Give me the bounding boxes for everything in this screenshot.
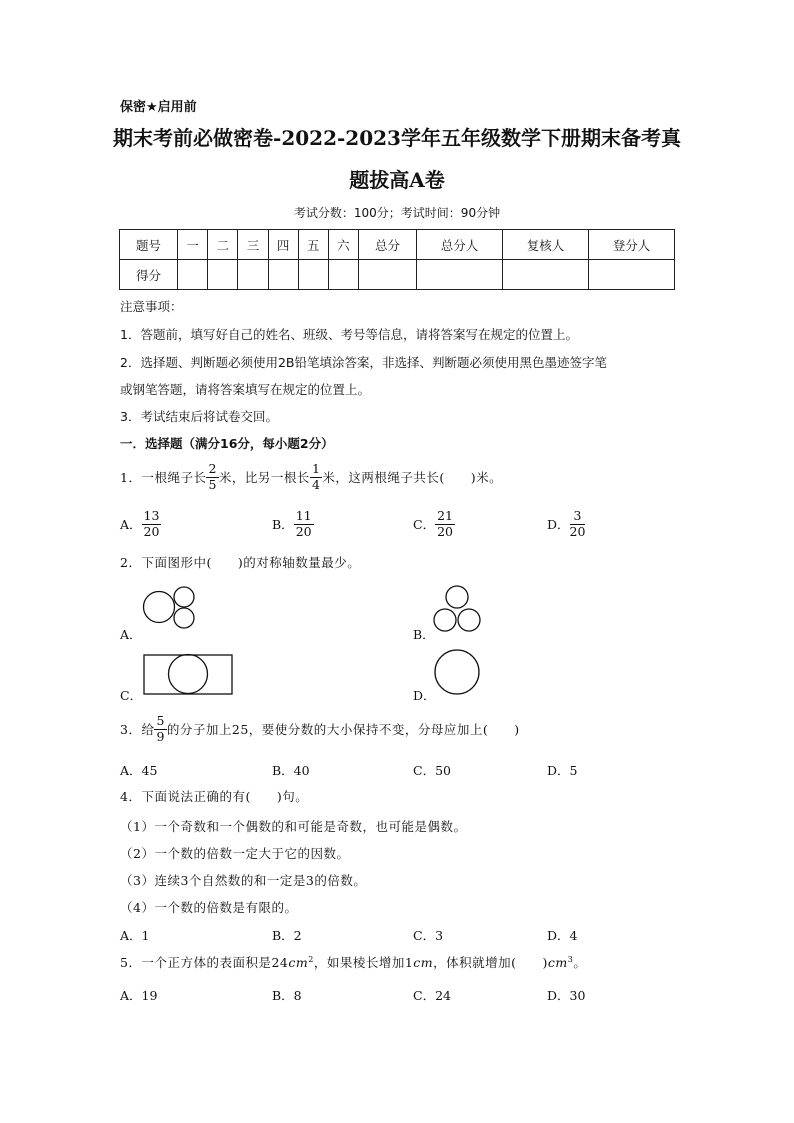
q3-text: 3．给 bbox=[120, 722, 155, 737]
header-cell: 五 bbox=[298, 230, 328, 260]
score-label-cell: 得分 bbox=[120, 260, 178, 290]
q3-option-a[interactable]: A．45 bbox=[120, 763, 158, 778]
option-fraction bbox=[435, 510, 455, 538]
score-cell[interactable] bbox=[328, 260, 358, 290]
numerator: 3 bbox=[570, 510, 586, 525]
score-table-score-row bbox=[120, 260, 675, 290]
q4-statement-1: （1）一个奇数和一个偶数的和可能是奇数，也可能是偶数。 bbox=[120, 819, 467, 834]
q3-option-d[interactable]: D．5 bbox=[547, 763, 578, 778]
small-circle-bottom bbox=[174, 608, 194, 628]
option-label: A． bbox=[120, 517, 142, 532]
q4-option-c[interactable]: C．3 bbox=[413, 928, 444, 943]
q5-text: 5．一个正方体的表面积是24 bbox=[120, 955, 289, 970]
q1-fraction-1 bbox=[206, 463, 218, 491]
small-circle-top bbox=[174, 587, 194, 607]
numerator: 5 bbox=[156, 713, 165, 728]
q2-option-a-label[interactable]: A． bbox=[120, 627, 142, 642]
q5-unit: cm bbox=[288, 955, 309, 970]
header-cell: 三 bbox=[238, 230, 268, 260]
notice-item-3: 3．考试结束后将试卷交回。 bbox=[120, 409, 278, 424]
q1-fraction-2 bbox=[310, 463, 322, 491]
q5-option-c[interactable]: C．24 bbox=[413, 988, 451, 1003]
section-heading: 一．选择题（满分16分，每小题2分） bbox=[120, 436, 334, 451]
denominator: 5 bbox=[208, 476, 217, 492]
question-5 bbox=[120, 953, 586, 971]
q5-text: 。 bbox=[573, 955, 587, 970]
circle-bottom-right bbox=[458, 609, 480, 631]
inner-circle bbox=[169, 655, 208, 694]
question-1 bbox=[120, 463, 502, 491]
header-cell: 四 bbox=[268, 230, 298, 260]
large-circle bbox=[144, 592, 175, 623]
q1-option-a[interactable] bbox=[120, 510, 161, 538]
q5-option-d[interactable]: D．30 bbox=[547, 988, 586, 1003]
q1-text: 米，比另一根长 bbox=[218, 470, 310, 485]
notice-heading: 注意事项： bbox=[120, 299, 183, 314]
q5-option-b[interactable]: B．8 bbox=[272, 988, 302, 1003]
notice-item-1: 1．答题前，填写好自己的姓名、班级、考号等信息，请将答案写在规定的位置上。 bbox=[120, 327, 578, 342]
q5-text: ，体积就增加( ) bbox=[433, 955, 548, 970]
q2-option-b-label[interactable]: B． bbox=[413, 627, 435, 642]
q4-option-b[interactable]: B．2 bbox=[272, 928, 302, 943]
score-cell[interactable] bbox=[238, 260, 268, 290]
numerator: 21 bbox=[437, 508, 453, 523]
rectangle bbox=[144, 655, 232, 694]
option-label: D． bbox=[547, 517, 570, 532]
q1-option-d[interactable] bbox=[547, 510, 585, 538]
header-cell: 复核人 bbox=[503, 230, 589, 260]
question-3 bbox=[120, 714, 520, 744]
option-fraction bbox=[570, 510, 586, 538]
q4-option-d[interactable]: D．4 bbox=[547, 928, 578, 943]
numerator: 2 bbox=[208, 461, 217, 476]
q1-option-b[interactable] bbox=[272, 510, 314, 538]
header-cell: 题号 bbox=[120, 230, 178, 260]
q3-option-b[interactable]: B．40 bbox=[272, 763, 310, 778]
score-cell[interactable] bbox=[417, 260, 503, 290]
exam-title-line1: 期末考前必做密卷-2022-2023学年五年级数学下册期末备考真 bbox=[113, 126, 681, 150]
denominator: 4 bbox=[311, 476, 321, 492]
option-fraction bbox=[294, 510, 314, 538]
score-cell[interactable] bbox=[298, 260, 328, 290]
denominator: 20 bbox=[569, 523, 586, 539]
q3-option-c[interactable]: C．50 bbox=[413, 763, 451, 778]
denominator: 20 bbox=[295, 523, 312, 539]
denominator: 20 bbox=[437, 523, 453, 539]
denominator: 9 bbox=[156, 728, 165, 744]
exam-info: 考试分数：100分；考试时间：90分钟 bbox=[293, 206, 501, 220]
option-label: C． bbox=[413, 517, 436, 532]
score-cell[interactable] bbox=[503, 260, 589, 290]
q1-text: 1．一根绳子长 bbox=[120, 470, 207, 485]
header-cell: 总分 bbox=[359, 230, 417, 260]
q5-unit: cm bbox=[413, 955, 434, 970]
q2-figure-c bbox=[143, 652, 235, 698]
q5-text: ，如果棱长增加1 bbox=[313, 955, 414, 970]
option-fraction bbox=[142, 510, 162, 538]
circle-bottom-left bbox=[434, 609, 456, 631]
confidential-label: 保密★启用前 bbox=[120, 100, 197, 115]
numerator: 1 bbox=[311, 461, 321, 476]
numerator: 13 bbox=[143, 508, 160, 523]
header-cell: 二 bbox=[208, 230, 238, 260]
q5-exponent: 3 bbox=[567, 954, 574, 964]
q4-option-a[interactable]: A．1 bbox=[120, 928, 150, 943]
circle-top bbox=[446, 586, 468, 608]
header-cell: 登分人 bbox=[588, 230, 674, 260]
header-cell: 六 bbox=[328, 230, 358, 260]
score-cell[interactable] bbox=[268, 260, 298, 290]
denominator: 20 bbox=[143, 523, 160, 539]
q5-exponent: 2 bbox=[308, 954, 314, 964]
score-cell[interactable] bbox=[178, 260, 208, 290]
q5-option-a[interactable]: A．19 bbox=[120, 988, 158, 1003]
question-2: 2．下面图形中( )的对称轴数量最少。 bbox=[120, 555, 361, 570]
q4-statement-3: （3）连续3个自然数的和一定是3的倍数。 bbox=[120, 873, 367, 888]
score-cell[interactable] bbox=[588, 260, 674, 290]
q2-figure-d bbox=[432, 647, 484, 699]
q1-option-c[interactable] bbox=[413, 510, 455, 538]
notice-item-2b: 或钢笔答题，请将答案填写在规定的位置上。 bbox=[120, 382, 371, 397]
exam-title-line2: 题拔高A卷 bbox=[349, 168, 445, 192]
notice-item-2a: 2．选择题、判断题必须使用2B铅笔填涂答案，非选择、判断题必须使用黑色墨迹签字笔 bbox=[120, 355, 607, 370]
q2-option-c-label[interactable]: C． bbox=[120, 688, 143, 703]
q4-statement-4: （4）一个数的倍数是有限的。 bbox=[120, 900, 298, 915]
header-cell: 总分人 bbox=[417, 230, 503, 260]
q2-figure-b bbox=[428, 582, 488, 634]
q2-figure-a bbox=[140, 584, 200, 632]
q3-fraction bbox=[154, 715, 166, 743]
q3-text: 的分子加上25，要使分数的大小保持不变，分母应加上( ) bbox=[166, 722, 520, 737]
q4-statement-2: （2）一个数的倍数一定大于它的因数。 bbox=[120, 846, 350, 861]
q2-option-d-label[interactable]: D． bbox=[413, 688, 436, 703]
q1-text: 米，这两根绳子共长( )米。 bbox=[322, 470, 503, 485]
q5-unit: cm bbox=[547, 955, 568, 970]
score-cell[interactable] bbox=[359, 260, 417, 290]
score-cell[interactable] bbox=[208, 260, 238, 290]
header-cell: 一 bbox=[178, 230, 208, 260]
option-label: B． bbox=[272, 517, 294, 532]
score-table-header-row bbox=[120, 230, 675, 260]
numerator: 11 bbox=[295, 508, 312, 523]
single-circle bbox=[435, 650, 479, 694]
score-table bbox=[119, 229, 675, 290]
question-4: 4．下面说法正确的有( )句。 bbox=[120, 789, 309, 804]
